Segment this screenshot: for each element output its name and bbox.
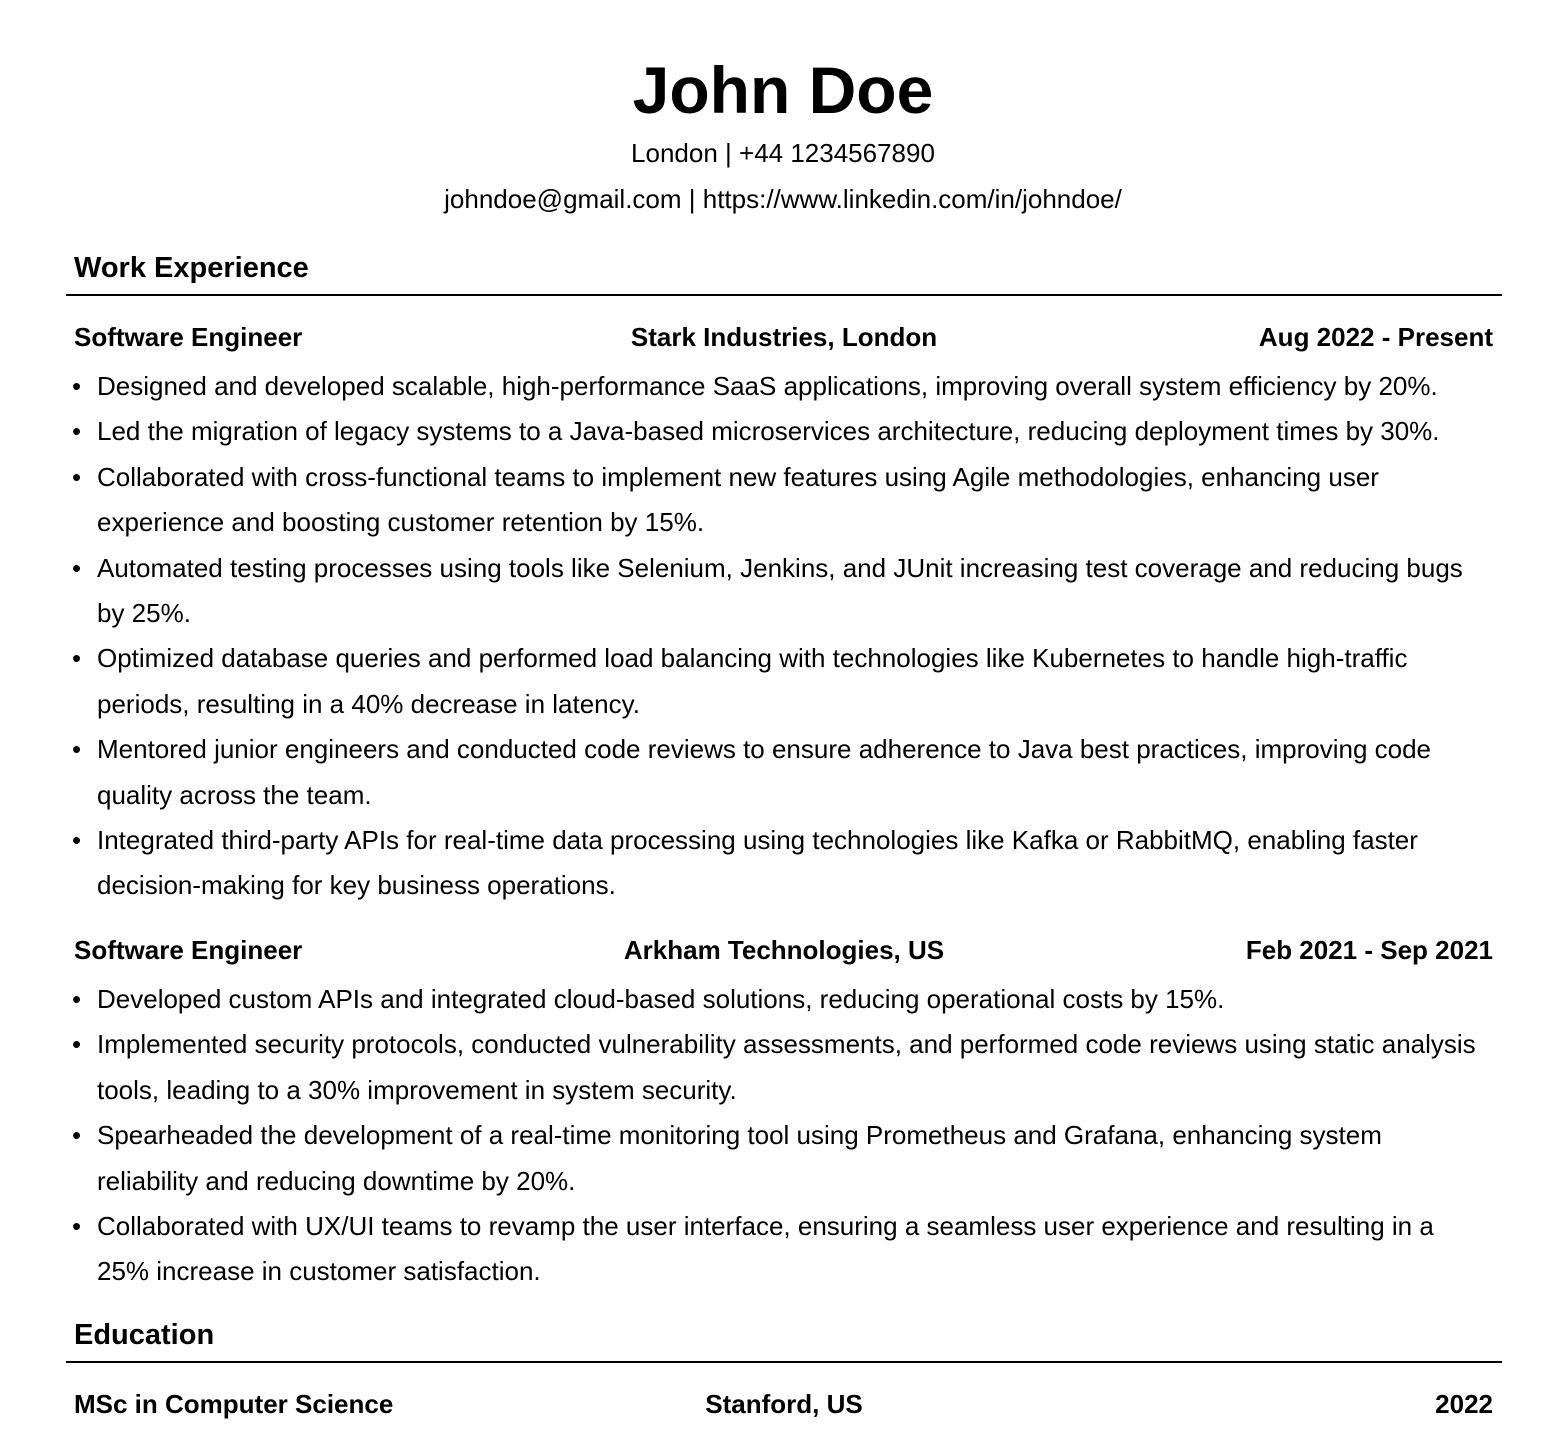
job-company: Arkham Technologies, US xyxy=(623,935,945,965)
bullet-dot-icon: • xyxy=(72,1211,82,1242)
bullet-item xyxy=(66,1113,1502,1204)
bullet-text: Developed custom APIs and integrated cloud-based solutions, reducing operational costs by 15%. xyxy=(97,984,1225,1014)
location-phone-line: London | +44 1234567890 xyxy=(631,138,935,168)
bullet-text: Spearheaded the development of a real-time monitoring tool using Prometheus and Grafana, enhancing system reliability and reducing downtime by 20%. xyxy=(97,1120,1382,1196)
bullet-item xyxy=(66,409,1502,454)
education-degree: MSc in Computer Science xyxy=(74,1389,394,1419)
bullet-dot-icon: • xyxy=(72,1120,82,1151)
education-school: Stanford, US xyxy=(705,1389,863,1419)
bullet-dot-icon: • xyxy=(72,643,82,674)
section-title-work-experience: Work Experience xyxy=(74,252,309,284)
bullet-text: Collaborated with UX/UI teams to revamp the user interface, ensuring a seamless user experience and resulting in a 25% increase in customer satisfaction. xyxy=(97,1211,1434,1287)
job-header xyxy=(66,930,1502,970)
bullet-dot-icon: • xyxy=(72,371,82,401)
bullet-item xyxy=(66,364,1502,409)
bullet-text: Optimized database queries and performed load balancing with technologies like Kubernetes to handle high-traffic periods, resulting in a 40% decrease in latency. xyxy=(97,643,1408,719)
education-year: 2022 xyxy=(1435,1389,1493,1419)
bullet-item xyxy=(66,977,1502,1022)
bullet-dot-icon: • xyxy=(72,1029,82,1060)
bullet-text: Led the migration of legacy systems to a Java-based microservices architecture, reducing deployment times by 30%. xyxy=(97,416,1440,447)
email-linkedin-line: johndoe@gmail.com | https://www.linkedin.com/in/johndoe/ xyxy=(444,184,1122,214)
bullet-dot-icon: • xyxy=(72,552,82,583)
bullet-item xyxy=(66,1022,1502,1113)
resume-header xyxy=(0,0,1566,222)
bullet-dot-icon: • xyxy=(72,734,82,765)
bullet-dot-icon: • xyxy=(72,984,82,1014)
job-bullet-list xyxy=(66,364,1502,909)
job-dates: Aug 2022 - Present xyxy=(1258,322,1493,352)
education-section xyxy=(66,1315,1502,1424)
job-bullet-list xyxy=(66,977,1502,1295)
bullet-dot-icon: • xyxy=(72,825,82,856)
job-dates: Feb 2021 - Sep 2021 xyxy=(1245,935,1493,965)
job-entry xyxy=(66,317,1502,909)
bullet-item xyxy=(66,546,1502,637)
job-role: Software Engineer xyxy=(74,935,303,965)
bullet-text: Integrated third-party APIs for real-time data processing using technologies like Kafka or RabbitMQ, enabling faster decision-making for key business operations. xyxy=(97,825,1418,901)
education-entry xyxy=(66,1384,1502,1424)
bullet-text: Implemented security protocols, conducted vulnerability assessments, and performed code reviews using static analysis tools, leading to a 30% improvement in system security. xyxy=(97,1029,1476,1105)
bullet-item xyxy=(66,727,1502,818)
bullet-item xyxy=(66,1204,1502,1295)
work-experience-section xyxy=(66,248,1502,909)
bullet-item xyxy=(66,455,1502,546)
bullet-text: Automated testing processes using tools like Selenium, Jenkins, and JUnit increasing test coverage and reducing bugs by 25%. xyxy=(97,552,1463,629)
bullet-dot-icon: • xyxy=(72,416,82,447)
bullet-text: Collaborated with cross-functional teams to implement new features using Agile methodologies, enhancing user experience and boosting customer retention by 15%. xyxy=(97,461,1379,538)
candidate-name: John Doe xyxy=(632,53,934,127)
section-title-education: Education xyxy=(74,1319,215,1351)
bullet-dot-icon: • xyxy=(72,461,82,492)
bullet-item xyxy=(66,636,1502,727)
job-company: Stark Industries, London xyxy=(630,322,938,352)
job-header xyxy=(66,317,1502,357)
bullet-text: Mentored junior engineers and conducted code reviews to ensure adherence to Java best practices, improving code quality across the team. xyxy=(97,734,1432,810)
bullet-item xyxy=(66,818,1502,909)
section-divider xyxy=(66,294,1502,296)
job-role: Software Engineer xyxy=(74,322,303,352)
section-divider xyxy=(66,1361,1502,1363)
bullet-text: Designed and developed scalable, high-performance SaaS applications, improving overall system efficiency by 20%. xyxy=(97,371,1438,401)
job-entry xyxy=(66,930,1502,1295)
